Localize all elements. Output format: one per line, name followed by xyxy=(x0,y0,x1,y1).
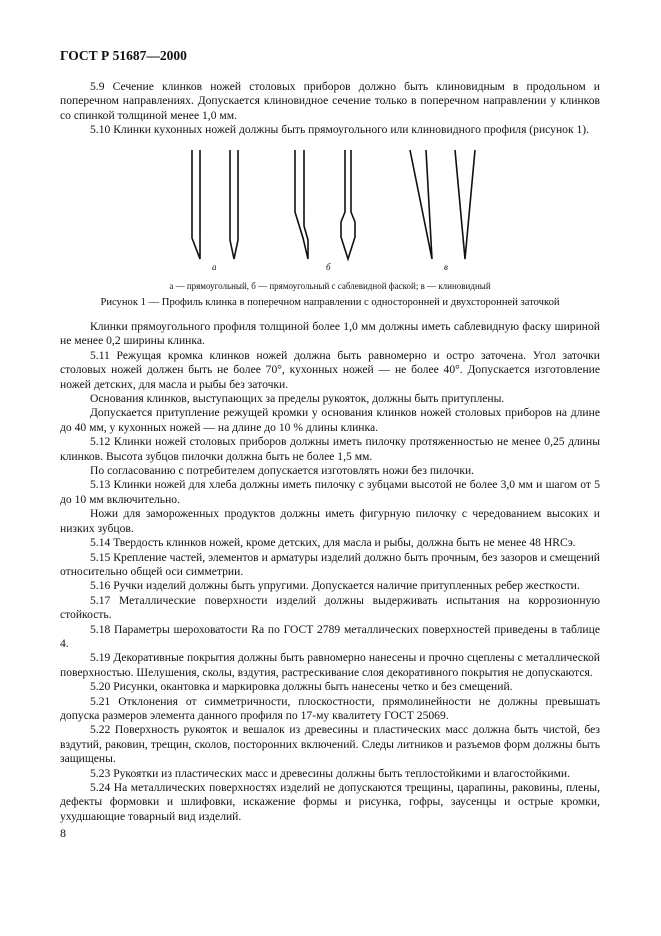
paragraph-blunted-bases: Основания клинков, выступающих за пределы рукояток, должны быть притуплены. xyxy=(90,392,505,406)
paragraph-5-11: 5.11 Режущая кромка клинков ножей должна быть равномерно и остро заточена. Угол заточки столовых ножей должен быть не более 70°, кухонных ножей — не более 40°. Допускается изготовление ножей детских, для масла и рыбы без заточки. xyxy=(60,348,600,391)
paragraph-bevel: Клинки прямоугольного профиля толщиной более 1,0 мм должны иметь саблевидную фаску шириной не менее 0,2 ширины клинка. xyxy=(60,320,600,348)
profile-b-one-sided xyxy=(295,150,308,259)
page-number: 8 xyxy=(60,826,66,840)
profile-v-two-sided xyxy=(455,150,475,259)
figure-subcaption: а — прямоугольный, б — прямоугольный с саблевидной фаской; в — клиновидный xyxy=(169,281,491,291)
paragraph-5-18: 5.18 Параметры шероховатости Ra по ГОСТ 2789 металлических поверхностей приведены в таблице 4. xyxy=(60,622,600,650)
paragraph-5-9: 5.9 Сечение клинков ножей столовых приборов должно быть клиновидным в продольном и поперечном направлениях. Допускается клиновидное сечение только в поперечном направлении у клинков со спинкой толщиной менее 1,0 мм. xyxy=(60,80,600,122)
paragraph-5-15: 5.15 Крепление частей, элементов и арматуры изделий должно быть прочным, без зазоров и смещений относительно общей оси симметрии. xyxy=(60,550,600,578)
figure-caption: Рисунок 1 — Профиль клинка в поперечном направлении с односторонней и двухсторонней заточкой xyxy=(100,297,560,308)
paragraph-5-12: 5.12 Клинки ножей столовых приборов должны иметь пилочку протяженностью не менее 0,25 длины клинков. Высота зубцов пилочки должна быть не более 1,5 мм. xyxy=(60,435,600,463)
document-header: ГОСТ Р 51687—2000 xyxy=(60,48,187,63)
figure-label-a: а xyxy=(212,262,217,272)
paragraph-5-24: 5.24 На металлических поверхностях изделий не допускаются трещины, царапины, раковины, плены, дефекты формовки и шлифовки, искажение формы и рисунка, гофры, заусенцы и острые кромки, ухудшающие товарный вид изделий. xyxy=(60,781,600,823)
paragraph-5-14: 5.14 Твердость клинков ножей, кроме детских, для масла и рыбы, должна быть не менее 48 HRCэ. xyxy=(90,536,576,550)
paragraph-5-19: 5.19 Декоративные покрытия должны быть равномерно нанесены и прочно сцеплены с металлической поверхностью. Шелушения, сколы, вздутия, растрескивание слоя декоративного покрытия не допускаются. xyxy=(60,651,600,679)
paragraph-no-saw: По согласованию с потребителем допускается изготовлять ножи без пилочки. xyxy=(90,464,475,478)
figure-blade-profiles xyxy=(170,142,530,277)
paragraph-5-23: 5.23 Рукоятки из пластических масс и древесины должны быть теплостойкими и влагостойкими. xyxy=(90,766,571,780)
paragraph-5-21: 5.21 Отклонения от симметричности, плоскостности, прямолинейности не должны превышать допуска размеров элемента данного профиля по 17-му квалитету ГОСТ 25069. xyxy=(60,694,600,722)
figure-label-v: в xyxy=(444,262,448,272)
paragraph-5-16: 5.16 Ручки изделий должны быть упругими. Допускается наличие притупленных ребер жесткости. xyxy=(90,579,580,593)
profile-a-two-sided xyxy=(230,150,238,259)
paragraph-5-20: 5.20 Рисунки, окантовка и маркировка должны быть нанесены четко и без смещений. xyxy=(90,680,513,694)
profile-b-two-sided xyxy=(341,150,355,259)
paragraph-5-13: 5.13 Клинки ножей для хлеба должны иметь пилочку с зубцами высотой не более 3,0 мм и шагом от 5 до 10 мм включительно. xyxy=(60,478,600,506)
paragraph-5-17: 5.17 Металлические поверхности изделий должны выдерживать испытания на коррозионную стойкость. xyxy=(60,593,600,622)
paragraph-frozen: Ножи для замороженных продуктов должны иметь фигурную пилочку с чередованием высоких и низких зубцов. xyxy=(60,507,600,535)
paragraph-blunting: Допускается притупление режущей кромки у основания клинков ножей столовых приборов на длине до 40 мм, у кухонных ножей — на длине до 10 % длины клинка. xyxy=(60,406,600,434)
top-text-block xyxy=(60,80,600,138)
paragraph-5-10: 5.10 Клинки кухонных ножей должны быть прямоугольного или клиновидного профиля (рисунок 1). xyxy=(90,123,590,137)
main-text-block xyxy=(60,320,600,824)
profile-a-one-sided xyxy=(192,150,200,259)
paragraph-5-22: 5.22 Поверхность рукояток и вешалок из древесины и пластических масс должна быть чистой, без вздутий, раковин, трещин, сколов, посторонних включений. Следы литников и разъемов форм должны быть защищены. xyxy=(60,723,600,766)
figure-label-b: б xyxy=(326,262,331,272)
profile-v-one-sided xyxy=(410,150,432,259)
